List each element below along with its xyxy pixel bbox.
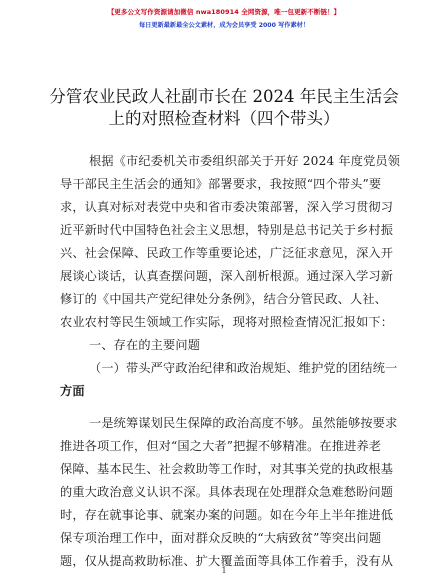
paragraph-line: 兴、社会保障、民政工作等重要论述，广泛征求意见，深入开 [60,246,394,260]
paragraph-line: 根据《市纪委机关市委组织部关于开好 2024 年度党员领 [89,154,401,168]
paragraph-line: 保专项治理工作中，面对群众反映的“大病致贫”等突出问题 [60,531,382,545]
promo-banner-line-2: 每日更新最新最全公文素材，成为会员享受 2000 写作素材！ [138,22,310,29]
paragraph-line: 推进各项工作，但对“国之大者”把握不够精准。在推进养老 [60,439,382,453]
paragraph-line: 近平新时代中国特色社会主义思想，特别是总书记关于乡村振 [60,223,394,237]
heading-line: （一）带头严守政治纪律和政治规矩、维护党的团结统一 [89,361,398,375]
promo-banner-line-1: 【更多公文写作资源请加微信 nwa180914 全网资源，唯一包更新不断链！】 [107,8,341,16]
paragraph-line: 展谈心谈话，认真查摆问题，深入剖析根源。通过深入学习新 [60,269,394,283]
paragraph-line: 保障、基本民生、社会救助等工作时，对其事关党的执政根基 [60,462,394,476]
paragraph-line: 求，认真对标对表党中央和省市委决策部署，深入学习贯彻习 [60,200,394,214]
paragraph-line: 导干部民主生活会的通知》部署要求，我按照“四个带头”要 [60,177,382,191]
document-title-line-1: 分管农业民政人社副市长在 2024 年民主生活会 [49,87,399,106]
paragraph-line: 的重大政治意义认识不深。具体表现在处理群众急难愁盼问题 [60,485,394,499]
paragraph-line: 题，仅从提高救助标准、扩大覆盖面等具体工作着手，没有从 [60,554,394,568]
paragraph-line: 农业农村等民生领域工作实际，现将对照检查情况汇报如下： [60,315,394,329]
paragraph-line: 时，存在就事论事、就案办案的问题。如在今年上半年推进低 [60,508,394,522]
section-heading-1: 一、存在的主要问题 [89,338,201,352]
document-title-line-2: 上的对照检查材料（四个带头） [108,109,340,128]
page-number: 1 [221,566,227,575]
paragraph-line: 一是统筹谋划民生保障的政治高度不够。虽然能够按要求 [89,416,398,430]
paragraph-line: 修订的《中国共产党纪律处分条例》，结合分管民政、人社、 [60,292,388,306]
heading-line: 方面 [60,384,85,398]
